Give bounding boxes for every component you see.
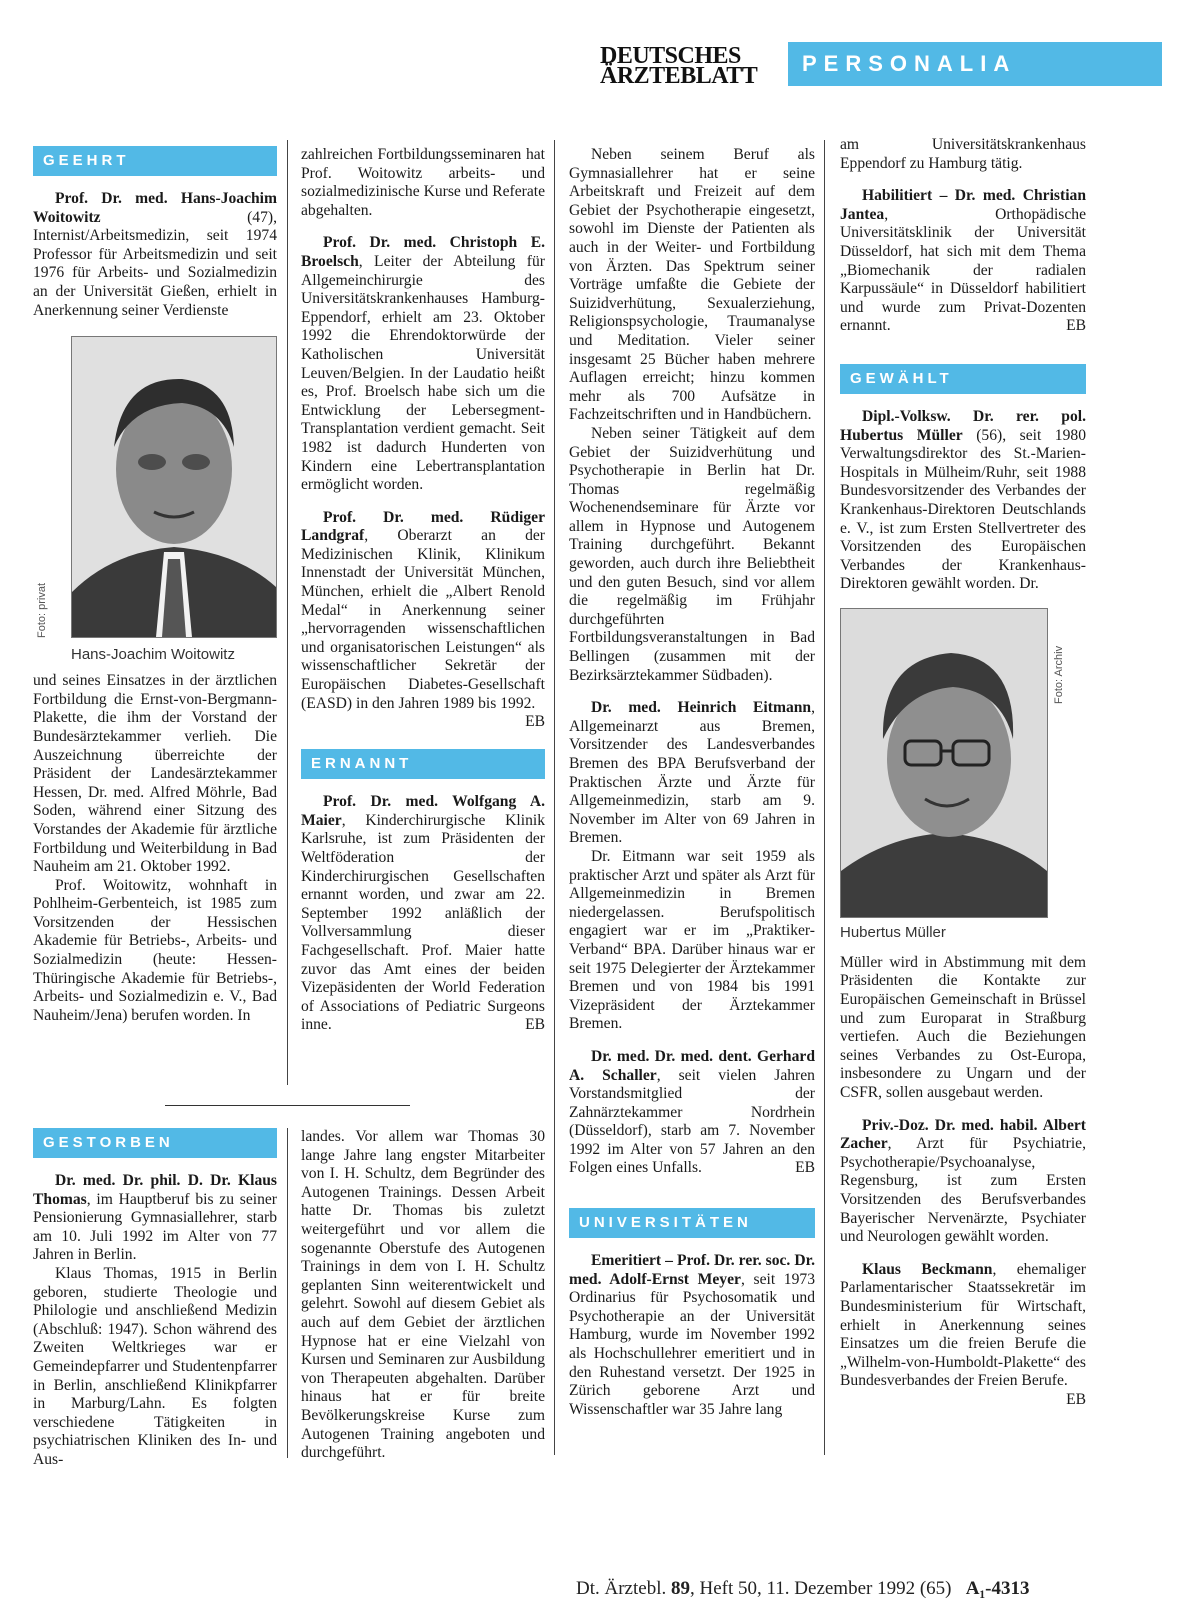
person-name: Prof. Dr. med. Rüdiger Landgraf [301, 508, 545, 545]
portrait-image [841, 609, 1047, 917]
article-text: , seit vielen Jahren Vorstandsmitglied der Zahnärztekammer Nordrhein (Düsseldorf), starb am 7. November 1992 im Alter von 57 Jahren an den Folgen eines Unfalls. [569, 1066, 815, 1177]
article-text: landes. Vor allem war Thomas 30 lange Jahre lang engster Mitarbeiter von I. H. Schultz, dem Begründer des Autogenen Trainings. Dessen Arbeit hatte Dr. Thomas bis zuletzt weitergeführt und vor allem die sogenannte Oberstufe des Autogenen Trainings in dem von I. H. Schultz geplanten Sinn weiterentwickelt und gelehrt. Sowohl auf diesem Gebiet als auch auf dem Gebiet der ärztlichen Hypnose hat er eine Vielzahl von Kursen und Seminaren zur Ausbildung von Therapeuten abgehalten. Darüber hinaus hat er für breite Bevölkerungskreise Kurse zum Autogenen Training angeboten und durchgeführt. [301, 1128, 545, 1462]
article-beckmann [840, 1260, 1086, 1408]
article-text: Prof. Woitowitz, wohnhaft in Pohlheim-Gerbenteich, ist 1985 zum Vorsitzenden der Hessischen Akademie für Betriebs-, Arbeits- und Sozialmedizin (heute: Hessen-Thüringische Akademie für Betriebs-, Arbeits- und Sozialmedizin e. V., Bad Nauheim/Jena) berufen worden. In [33, 876, 277, 1024]
portrait-image [72, 337, 276, 637]
person-name: Emeritiert – Prof. Dr. rer. soc. Dr. med. Adolf-Ernst Meyer [569, 1252, 815, 1288]
photo-caption: Hubertus Müller [840, 923, 946, 941]
masthead-line-2: ÄRZTEBLATT [600, 63, 758, 89]
article-eitmann [569, 699, 815, 848]
article-meyer [569, 1252, 815, 1419]
column-rule [554, 140, 555, 1455]
column-rule [287, 1128, 288, 1458]
author-initials: EB [795, 1159, 815, 1177]
person-name: Dr. med. Dr. phil. D. Dr. Klaus Thomas [33, 1172, 277, 1208]
footer-page-number: A₁-4313 [965, 1578, 1030, 1599]
article-woitowitz [33, 190, 277, 320]
section-heading-universitaeten: UNIVERSITÄTEN [569, 1208, 815, 1238]
section-heading-gestorben: GESTORBEN [33, 1128, 277, 1158]
column-2-lower [301, 1128, 545, 1463]
article-text: , Allgemeinarzt aus Bremen, Vorsitzender des Landesverbandes Bremen des BPA Berufsverband der Praktischen Ärzte und Ärzte für Allgemeinmedizin, starb am 9. November im Alter von 69 Jahren in Bremen. [569, 699, 815, 847]
column-1 [33, 146, 277, 1025]
article-landgraf [301, 508, 545, 731]
article-text: , ehemaliger Parlamentarischer Staatssekretär im Bundesministerium für Wirtschaft, erhielt in Anerkennung seines Einsatzes um die freien Berufe die „Wilhelm-von-Humboldt-Plakette“ des Bundesverbandes der Freien Berufe. [840, 1260, 1086, 1390]
article-zacher [840, 1117, 1086, 1247]
person-name: Prof. Dr. med. Hans-Joachim Woitowitz [33, 190, 277, 226]
page-footer [576, 1578, 1030, 1600]
author-initials: EB [525, 713, 545, 731]
person-name: Klaus Beckmann [862, 1260, 993, 1278]
article-thomas [33, 1172, 277, 1265]
person-name: Dr. med. Dr. med. dent. Gerhard A. Schaller [569, 1047, 815, 1084]
article-text: Dr. Eitmann war seit 1959 als praktischer Arzt und später als Arzt für Allgemeinmedizin in Bremen niedergelassen. Berufspolitisch engagiert war er im „Praktiker-Verband“ BPA. Darüber hinaus war er seit 1975 Delegierter der Ärztekammer Bremen und von 1984 bis 1991 Vizepräsident der Ärztekammer Bremen. [569, 847, 815, 1033]
article-text: , im Hauptberuf bis zu seiner Pensionierung Gymnasiallehrer, starb am 10. Juli 1992 im Alter von 77 Jahren in Berlin. [33, 1190, 277, 1264]
column-1-lower [33, 1128, 277, 1470]
article-text: , Orthopädische Universitätsklinik der Universität Düsseldorf, hat sich mit dem Thema „Biomechanik der radialen Karpussäule“ in Düsseldorf habilitiert und wurde zum Privat-Dozenten ernannt. [840, 205, 1086, 335]
column-4 [840, 136, 1086, 1410]
masthead-line-1: DEUTSCHES [600, 43, 741, 69]
person-name: Dipl.-Volksw. Dr. rer. pol. Hubertus Müller [840, 407, 1086, 444]
article-text: Neben seinem Beruf als Gymnasiallehrer hat er seine Arbeitskraft und Freizeit auf dem Gebiet der Psychotherapie eingesetzt, sowohl im Dienste der Patienten als auch in der Weiter- und Fortbildung von Ärzten. Das Spektrum seiner Vorträge umfaßte die Gebiete der Suizidverhütung, Sexualerziehung, Religionspsychologie, Traumanalyse und Meditation. Vieler seiner insgesamt 25 Bücher haben mehrere Auflagen erreicht; hinzu kommen mehr als 700 Aufsätze in Fachzeitschriften und in Handbüchern. [569, 146, 815, 424]
article-text: , Leiter der Abteilung für Allgemeinchirurgie des Universitätskrankenhauses Hamburg-Eppendorf, erhielt am 23. Oktober 1992 die Ehrendoktorwürde der Katholischen Universität Leuven/Belgien. In der Laudatio heißt es, Prof. Broelsch habe sich um die Entwicklung der Lebersegment-Transplantation verdient gemacht. Seit 1982 ist dadurch Hunderten von Kindern eine Lebertransplantation ermöglicht worden. [301, 252, 545, 494]
article-maier [301, 793, 545, 1035]
article-text: , Kinderchirurgische Klinik Karlsruhe, ist zum Präsidenten der Weltföderation der Kinderchirurgischen Gesellschaften ernannt worden, und zwar am 22. September 1992 anläßlich der Vollversammlung dieser Fachgesellschaft. Prof. Maier hatte zuvor das Amt eines der beiden Vizepäsidenten der World Federation of Associations of Pediatric Surgeons inne. [301, 811, 545, 1034]
photo-credit: Foto: Archiv [1053, 645, 1065, 704]
photo-block-mueller [840, 608, 1086, 946]
article-broelsch [301, 234, 545, 494]
article-text: und seines Einsatzes in der ärztlichen Fortbildung die Ernst-von-Bergmann-Plakette, die ihm der Vorstand der Bundesärztekammer verlieh. Die Auszeichnung überreichte der Präsident der Landesärztekammer Hessen, Dr. med. Alfred Möhrle, Bad Soden, während einer Sitzung des Vorstandes der Akademie für ärztliche Fortbildung und Weiterbildung in Bad Nauheim am 21. Oktober 1992. [33, 672, 277, 876]
person-name: Prof. Dr. med. Christoph E. Broelsch [301, 234, 545, 270]
person-name: Priv.-Doz. Dr. med. habil. Albert Zacher [840, 1116, 1086, 1153]
portrait-photo-mueller [840, 608, 1048, 918]
article-jantea [840, 187, 1086, 336]
author-initials: EB [1066, 1390, 1086, 1408]
article-schaller [569, 1048, 815, 1178]
section-banner: PERSONALIA [788, 42, 1162, 86]
column-rule [824, 140, 825, 1455]
article-text: , Oberarzt an der Medizinischen Klinik, Klinikum Innenstadt der Universität München, München, erhielt die „Albert Renold Medal“ in Anerkennung seiner „hervorragenden wissenschaftlichen und organisatorischen Leistungen“ als wissenschaftlicher Sekretär der Europäischen Diabetes-Gesellschaft (EASD) in den Jahren 1989 bis 1992. [301, 527, 545, 712]
article-text: (47), Internist/Arbeitsmedizin, seit 1974 Professor für Arbeitsmedizin und seit 1976 für Arbeits- und Sozialmedizin an der Universität Gießen, erhielt in Anerkennung seiner Verdienste [33, 208, 277, 319]
person-name: Prof. Dr. med. Wolfgang A. Maier [301, 793, 545, 829]
person-name: Habilitiert – Dr. med. Christian Jantea [840, 187, 1086, 223]
article-text: (56), seit 1980 Verwaltungsdirektor des St.-Marien-Hospitals in Mülheim/Ruhr, seit 1988 Bundesvorsitzender des Verbandes der Krankenhaus-Direktoren Deutschlands e. V., ist zum Ersten Stellvertreter des Vorsitzenden des Europäischen Verbandes der Krankenhaus-Direktoren gewählt worden. Dr. [840, 426, 1086, 593]
photo-caption: Hans-Joachim Woitowitz [71, 646, 235, 664]
footer-issue: , Heft 50, 11. Dezember 1992 (65) [689, 1578, 952, 1599]
article-text: zahlreichen Fortbildungsseminaren hat Prof. Woitowitz arbeits- und sozialmedizinische Kurse und Referate abgehalten. [301, 146, 545, 219]
article-text: Neben seiner Tätigkeit auf dem Gebiet der Suizidverhütung und Psychotherapie in Berlin hat Dr. Thomas regelmäßig Wochenendseminare für Ärzte vor allem in Hypnose und Autogenem Training durchgeführt. Bekannt geworden, auch durch ihre Beliebtheit und den guten Besuch, sind vor allem die regelmäßig im Frühjahr durchgeführten Fortbildungsveranstaltungen in Bad Bellingen (zusammen mit der Bezirksärztekammer Südbaden). [569, 424, 815, 684]
column-3 [569, 146, 815, 1419]
footer-volume: 89 [670, 1578, 690, 1599]
article-text: Klaus Thomas, 1915 in Berlin geboren, studierte Theologie und Philologie und anschließend Medizin (Abschluß: 1947). Schon während des Zweiten Weltkrieges war er Gemeindepfarrer und Studentenpfarrer in Berlin, anschließend Klinikpfarrer in Marburg/Lahn. Es folgten verschiedene Tätigkeiten in psychiatrischen Kliniken des In- und Aus- [33, 1264, 277, 1468]
article-text: , seit 1973 Ordinarius für Psychosomatik und Psychotherapie an der Universität Hamburg, wurde im November 1992 als Hochschullehrer emeritiert und in den Ruhestand versetzt. Der 1925 in Zürich geborene Arzt und Wissenschaftler war 35 Jahre lang [569, 1270, 815, 1418]
article-text: , Arzt für Psychiatrie, Psychotherapie/Psychoanalyse, Regensburg, ist zum Ersten Vorsitzenden des Berufsverbandes Bayerischer Nervenärzte, Psychiater und Neurologen gewählt worden. [840, 1135, 1086, 1246]
footer-journal: Dt. Ärztebl. [576, 1578, 667, 1599]
column-rule [287, 140, 288, 1085]
person-name: Dr. med. Heinrich Eitmann [591, 699, 812, 717]
author-initials: EB [525, 1016, 545, 1034]
portrait-photo-woitowitz [71, 336, 277, 638]
masthead-logo [600, 43, 768, 89]
article-mueller [840, 408, 1086, 594]
section-heading-geehrt: GEEHRT [33, 146, 277, 176]
photo-credit: Foto: privat [36, 583, 48, 639]
section-heading-gewaehlt: GEWÄHLT [840, 364, 1086, 394]
horizontal-rule [165, 1105, 410, 1106]
photo-block-woitowitz [33, 336, 277, 666]
section-heading-ernannt: ERNANNT [301, 749, 545, 779]
author-initials: EB [1066, 317, 1086, 335]
article-text: Müller wird in Abstimmung mit dem Präsidenten die Kontakte zur Europäischen Gemeinschaft in Brüssel und zum Europarat in Straßburg vertiefen. Auch die Beziehungen seines Verbandes zu Ost-Europa, insbesondere zu Ungarn und der CSFR, sollen ausgebaut werden. [840, 953, 1086, 1102]
article-text: am Universitätskrankenhaus Eppendorf zu Hamburg tätig. [840, 136, 1086, 172]
column-2 [301, 146, 545, 1035]
